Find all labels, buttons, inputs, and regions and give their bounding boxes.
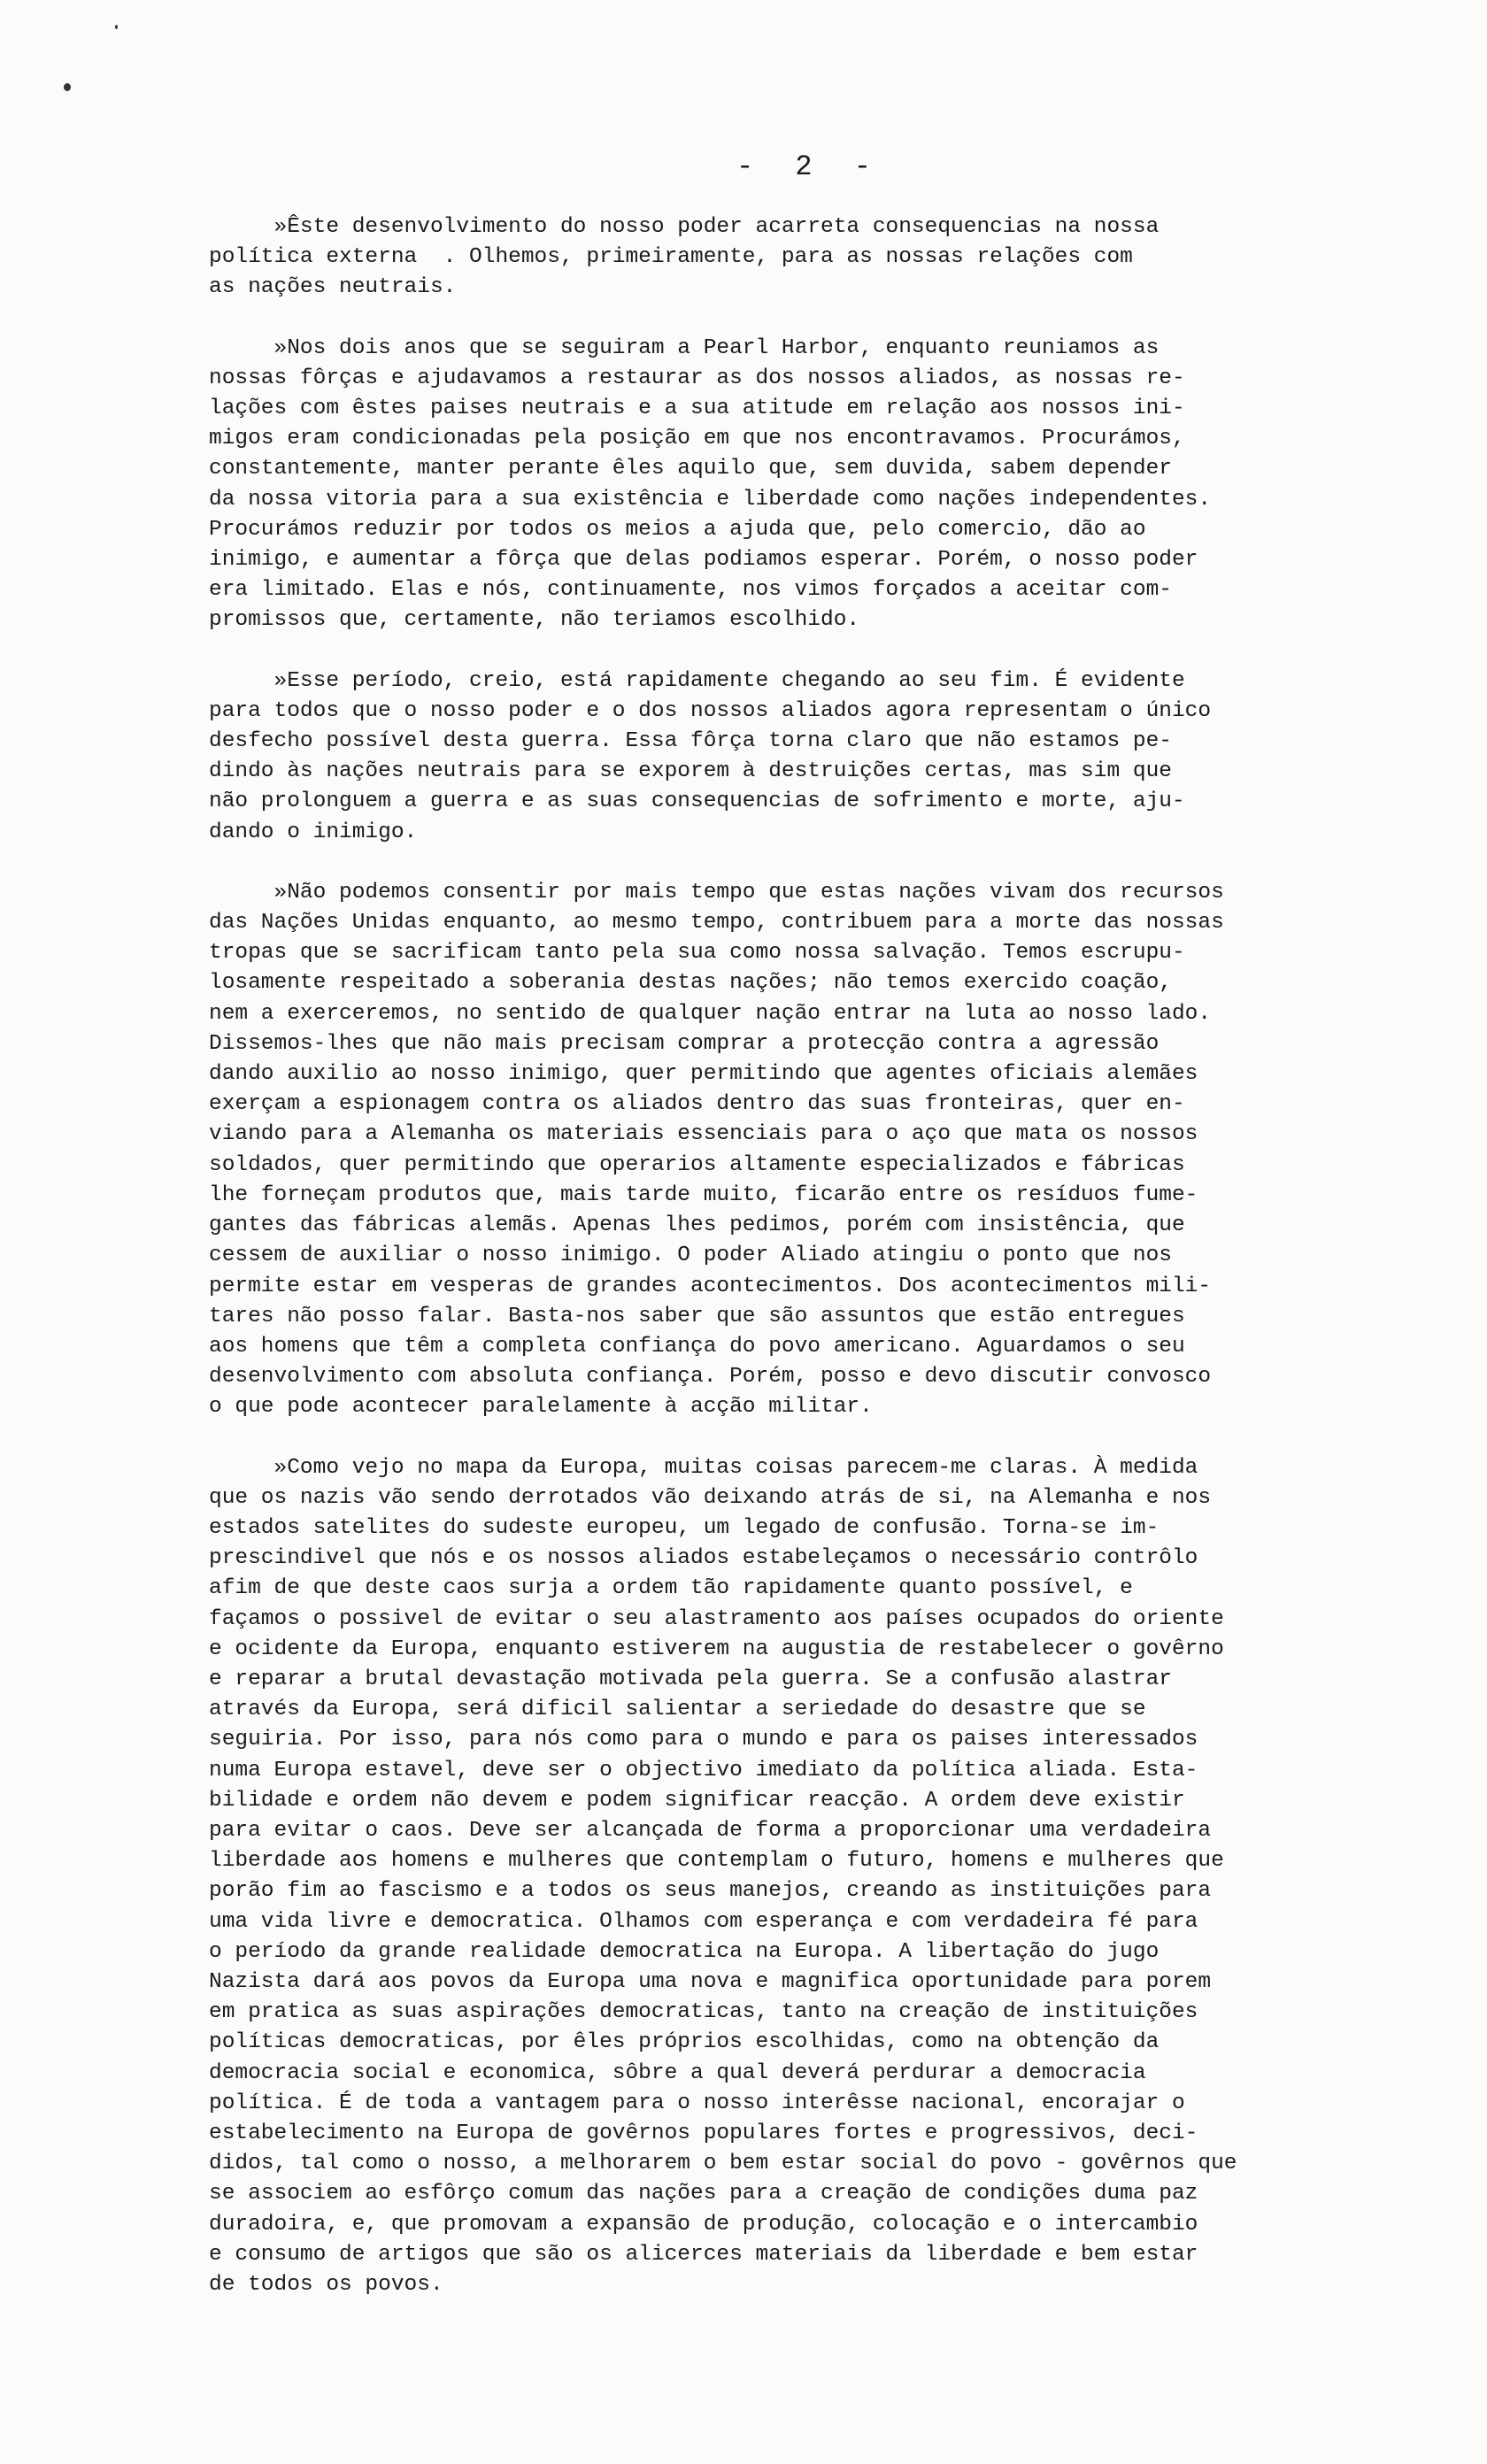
text-line: democracia social e economica, sôbre a qual deverá perdurar a democracia bbox=[209, 2060, 1146, 2085]
text-line: constantemente, manter perante êles aquilo que, sem duvida, sabem depender bbox=[209, 457, 1172, 481]
text-line: para todos que o nosso poder e o dos nossos aliados agora representam o único bbox=[209, 698, 1212, 723]
text-line: porão fim ao fascismo e a todos os seus manejos, creando as instituições para bbox=[209, 1879, 1212, 1904]
text-line: e ocidente da Europa, enquanto estiverem na augustia de restabelecer o govêrno bbox=[209, 1636, 1224, 1661]
text-line: permite estar em vesperas de grandes acontecimentos. Dos acontecimentos mili- bbox=[209, 1274, 1212, 1298]
text-line: bilidade e ordem não devem e podem significar reacção. A ordem deve existir bbox=[209, 1788, 1185, 1813]
text-line: numa Europa estavel, deve ser o objectivo imediato da política aliada. Esta- bbox=[209, 1758, 1198, 1783]
text-line: nossas fôrças e ajudavamos a restaurar as dos nossos aliados, as nossas re- bbox=[209, 366, 1185, 390]
text-line: nem a exerceremos, no sentido de qualquer nação entrar na luta ao nosso lado. bbox=[209, 1001, 1212, 1026]
text-line: política. É de toda a vantagem para o nosso interêsse nacional, encorajar o bbox=[209, 2091, 1185, 2115]
text-line: era limitado. Elas e nós, continuamente, nos vimos forçados a aceitar com- bbox=[209, 578, 1172, 603]
paragraph bbox=[209, 334, 1377, 636]
text-line: Procurámos reduzir por todos os meios a ajuda que, pelo comercio, dão ao bbox=[209, 517, 1146, 542]
text-line: gantes das fábricas alemãs. Apenas lhes pedimos, porém com insistência, que bbox=[209, 1213, 1185, 1238]
text-line: uma vida livre e democratica. Olhamos com esperança e com verdadeira fé para bbox=[209, 1909, 1198, 1934]
text-line: que os nazis vão sendo derrotados vão deixando atrás de si, na Alemanha e nos bbox=[209, 1485, 1212, 1510]
document-body bbox=[209, 212, 1377, 2330]
text-line: política externa . Olhemos, primeiramente, para as nossas relações com bbox=[209, 245, 1133, 270]
text-line: promissos que, certamente, não teriamos escolhido. bbox=[209, 608, 860, 633]
text-line: seguiria. Por isso, para nós como para o mundo e para os paises interessados bbox=[209, 1728, 1198, 1752]
text-line: afim de que deste caos surja a ordem tão rapidamente quanto possível, e bbox=[209, 1576, 1133, 1601]
text-line: lhe forneçam produtos que, mais tarde muito, ficarão entre os resíduos fume- bbox=[209, 1182, 1198, 1207]
text-line: e reparar a brutal devastação motivada pela guerra. Se a confusão alastrar bbox=[209, 1667, 1172, 1691]
text-line: da nossa vitoria para a sua existência e liberdade como nações independentes. bbox=[209, 487, 1212, 512]
text-line: o que pode acontecer paralelamente à acção militar. bbox=[209, 1395, 873, 1420]
text-line: migos eram condicionadas pela posição em que nos encontravamos. Procurámos, bbox=[209, 427, 1185, 451]
text-line: estabelecimento na Europa de govêrnos populares fortes e progressivos, deci- bbox=[209, 2121, 1198, 2145]
text-line: se associem ao esfôrço comum das nações para a creação de condições duma paz bbox=[209, 2182, 1198, 2206]
text-line: políticas democraticas, por êles próprios escolhidas, como na obtenção da bbox=[209, 2030, 1160, 2055]
page-number: - 2 - bbox=[736, 150, 883, 183]
text-line: »Esse período, creio, está rapidamente chegando ao seu fim. É evidente bbox=[209, 668, 1185, 693]
text-line: estados satelites do sudeste europeu, um legado de confusão. Torna-se im- bbox=[209, 1515, 1160, 1540]
ink-speck bbox=[115, 25, 118, 29]
text-line: viando para a Alemanha os materiais essenciais para o aço que mata os nossos bbox=[209, 1122, 1198, 1147]
text-line: tares não posso falar. Basta-nos saber que são assuntos que estão entregues bbox=[209, 1304, 1185, 1328]
text-line: »Não podemos consentir por mais tempo que estas nações vivam dos recursos bbox=[209, 880, 1224, 905]
paragraph bbox=[209, 666, 1377, 848]
text-line: Dissemos-lhes que não mais precisam comprar a protecção contra a agressão bbox=[209, 1031, 1160, 1056]
text-line: »Como vejo no mapa da Europa, muitas coisas parecem-me claras. À medida bbox=[209, 1455, 1198, 1480]
text-line: »Êste desenvolvimento do nosso poder acarreta consequencias na nossa bbox=[209, 215, 1160, 239]
text-line: e consumo de artigos que são os alicerces materiais da liberdade e bem estar bbox=[209, 2242, 1198, 2267]
text-line: lações com êstes paises neutrais e a sua atitude em relação aos nossos ini- bbox=[209, 397, 1185, 421]
text-line: das Nações Unidas enquanto, ao mesmo tempo, contribuem para a morte das nossas bbox=[209, 911, 1224, 936]
text-line: através da Europa, será dificil salientar a seriedade do desastre que se bbox=[209, 1698, 1146, 1722]
text-line: losamente respeitado a soberania destas nações; não temos exercido coação, bbox=[209, 971, 1172, 996]
text-line: Nazista dará aos povos da Europa uma nova e magnifica oportunidade para porem bbox=[209, 1969, 1212, 1994]
text-line: em pratica as suas aspirações democraticas, tanto na creação de instituições bbox=[209, 2000, 1198, 2025]
text-line: duradoira, e, que promovam a expansão de produção, colocação e o intercambio bbox=[209, 2212, 1198, 2237]
text-line: soldados, quer permitindo que operarios altamente especializados e fábricas bbox=[209, 1152, 1185, 1177]
text-line: dando auxilio ao nosso inimigo, quer permitindo que agentes oficiais alemães bbox=[209, 1062, 1198, 1087]
text-line: didos, tal como o nosso, a melhorarem o bem estar social do povo - govêrnos que bbox=[209, 2152, 1237, 2176]
text-line: desenvolvimento com absoluta confiança. Porém, posso e devo discutir convosco bbox=[209, 1365, 1212, 1390]
text-line: tropas que se sacrificam tanto pela sua como nossa salvação. Temos escrupu- bbox=[209, 941, 1185, 966]
paragraph bbox=[209, 1453, 1377, 2301]
text-line: »Nos dois anos que se seguiram a Pearl Harbor, enquanto reuniamos as bbox=[209, 335, 1160, 360]
text-line: não prolonguem a guerra e as suas consequencias de sofrimento e morte, aju- bbox=[209, 789, 1185, 814]
text-line: liberdade aos homens e mulheres que contemplam o futuro, homens e mulheres que bbox=[209, 1849, 1224, 1874]
text-line: façamos o possivel de evitar o seu alastramento aos países ocupados do oriente bbox=[209, 1606, 1224, 1631]
text-line: cessem de auxiliar o nosso inimigo. O poder Aliado atingiu o ponto que nos bbox=[209, 1244, 1172, 1268]
text-line: dindo às nações neutrais para se exporem à destruições certas, mas sim que bbox=[209, 759, 1172, 784]
text-line: dando o inimigo. bbox=[209, 820, 418, 844]
text-line: aos homens que têm a completa confiança do povo americano. Aguardamos o seu bbox=[209, 1334, 1185, 1359]
ink-speck bbox=[64, 83, 71, 91]
paragraph bbox=[209, 878, 1377, 1423]
text-line: o período da grande realidade democratica na Europa. A libertação do jugo bbox=[209, 1939, 1160, 1964]
text-line: de todos os povos. bbox=[209, 2273, 443, 2297]
text-line: para evitar o caos. Deve ser alcançada de forma a proporcionar uma verdadeira bbox=[209, 1818, 1212, 1843]
text-line: exerçam a espionagem contra os aliados dentro das suas fronteiras, quer en- bbox=[209, 1092, 1185, 1117]
text-line: as nações neutrais. bbox=[209, 275, 457, 300]
text-line: desfecho possível desta guerra. Essa fôrça torna claro que não estamos pe- bbox=[209, 729, 1172, 754]
text-line: inimigo, e aumentar a fôrça que delas podiamos esperar. Porém, o nosso poder bbox=[209, 548, 1198, 573]
paragraph bbox=[209, 212, 1377, 304]
text-line: prescindivel que nós e os nossos aliados estabeleçamos o necessário contrôlo bbox=[209, 1546, 1198, 1571]
